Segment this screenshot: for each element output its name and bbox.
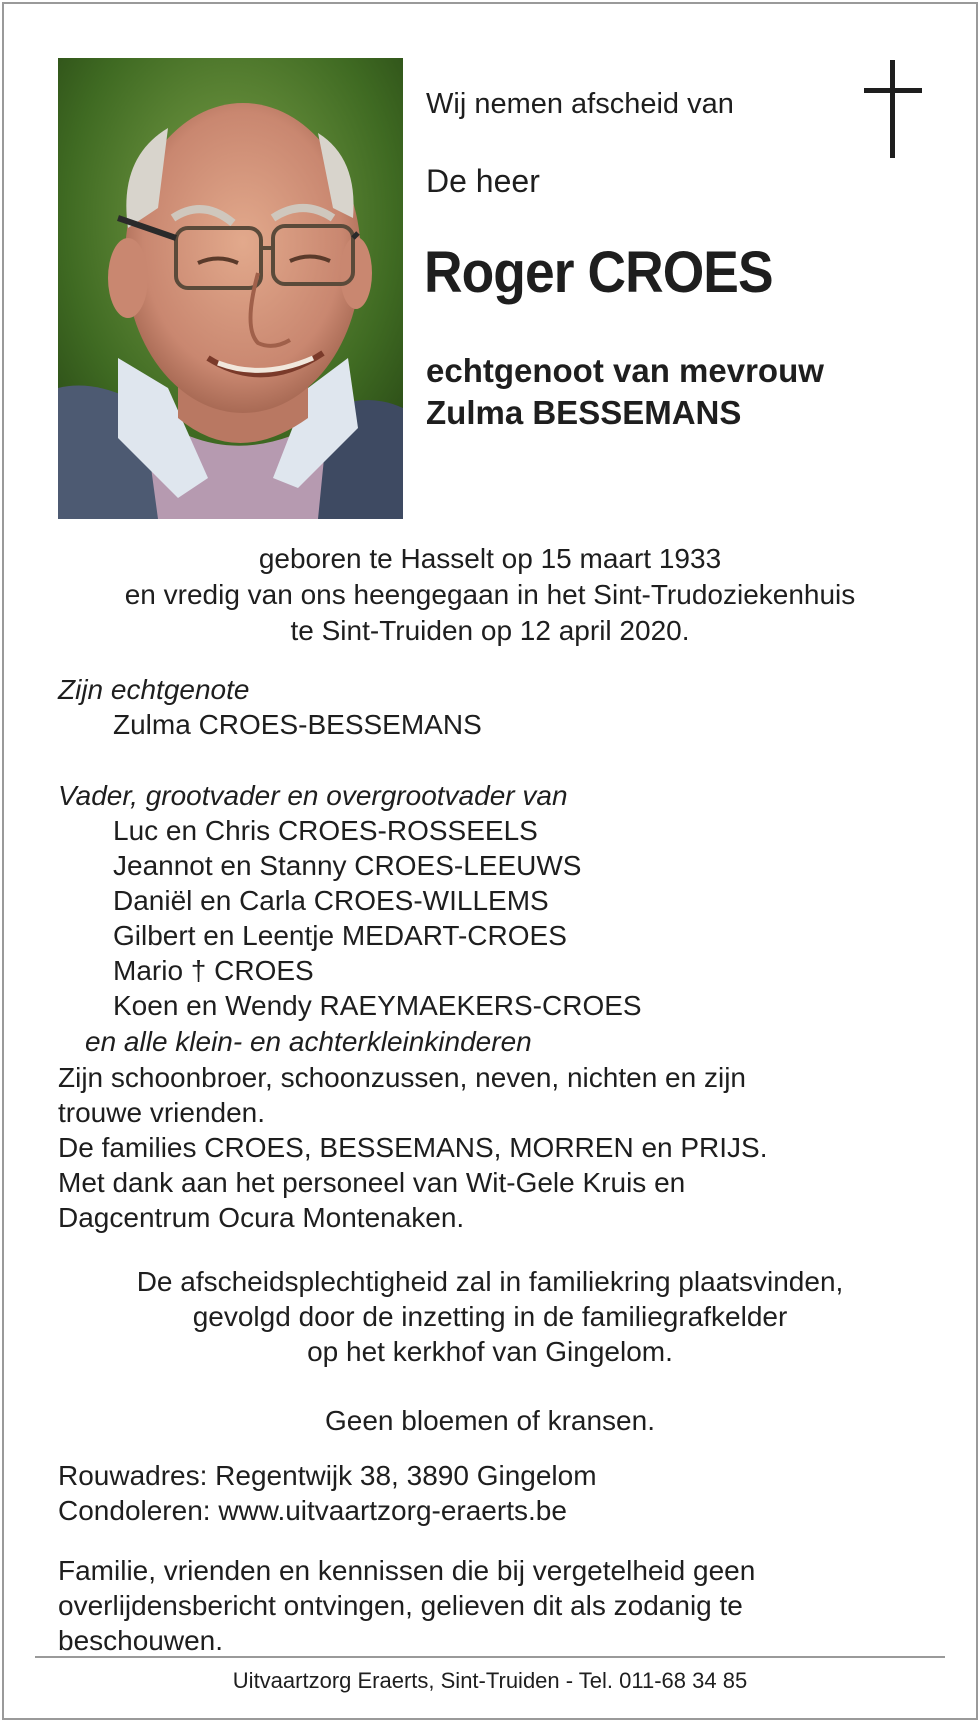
ceremony-line: gevolgd door de inzetting in de familiegrafkelder: [192, 1301, 788, 1332]
child-item: Luc en Chris CROES-ROSSEELS: [113, 815, 538, 846]
others-line: Dagcentrum Ocura Montenaken.: [58, 1202, 465, 1233]
others-line: Met dank aan het personeel van Wit-Gele Kruis en: [58, 1167, 686, 1198]
spouse-line-1: echtgenoot van mevrouw: [426, 352, 824, 389]
mourning-address: Rouwadres: Regentwijk 38, 3890 Gingelom: [58, 1460, 597, 1491]
birth-death-line: geboren te Hasselt op 15 maart 1933: [258, 543, 722, 574]
footer-text: Uitvaartzorg Eraerts, Sint-Truiden - Tel. 011-68 34 85: [232, 1668, 748, 1693]
others-line: Zijn schoonbroer, schoonzussen, neven, nichten en zijn: [58, 1062, 746, 1093]
birth-death-line: en vredig van ons heengegaan in het Sint-Trudoziekenhuis: [124, 579, 856, 610]
child-item: Jeannot en Stanny CROES-LEEUWS: [113, 850, 582, 881]
spouse-fullname: Zulma CROES-BESSEMANS: [113, 709, 482, 740]
cross-icon: [864, 60, 922, 158]
portrait-photo: [58, 58, 403, 519]
closing-line: overlijdensbericht ontvingen, gelieven dit als zodanig te: [58, 1590, 743, 1621]
ceremony-line: De afscheidsplechtigheid zal in familiekring plaatsvinden,: [136, 1266, 844, 1297]
deceased-name: Roger CROES: [424, 240, 773, 305]
ceremony-line: op het kerkhof van Gingelom.: [307, 1336, 673, 1367]
child-item: Gilbert en Leentje MEDART-CROES: [113, 920, 567, 951]
spouse-heading: Zijn echtgenote: [58, 674, 250, 705]
family-heading: Vader, grootvader en overgrootvader van: [58, 780, 568, 811]
condolences-link[interactable]: Condoleren: www.uitvaartzorg-eraerts.be: [58, 1495, 567, 1526]
grandchildren-line: en alle klein- en achterkleinkinderen: [85, 1026, 532, 1057]
child-item: Koen en Wendy RAEYMAEKERS-CROES: [113, 990, 642, 1021]
title-prefix: De heer: [426, 163, 540, 199]
birth-death-line: te Sint-Truiden op 12 april 2020.: [290, 615, 690, 646]
child-item: Mario † CROES: [113, 955, 314, 986]
others-line: De families CROES, BESSEMANS, MORREN en PRIJS.: [58, 1132, 768, 1163]
intro-text: Wij nemen afscheid van: [426, 88, 734, 120]
footer-divider: [35, 1656, 945, 1658]
spouse-line-2: Zulma BESSEMANS: [426, 394, 742, 431]
closing-line: Familie, vrienden en kennissen die bij vergetelheid geen: [58, 1555, 756, 1586]
closing-line: beschouwen.: [58, 1625, 224, 1656]
flowers-note: Geen bloemen of kransen.: [325, 1405, 655, 1436]
child-item: Daniël en Carla CROES-WILLEMS: [113, 885, 549, 916]
others-line: trouwe vrienden.: [58, 1097, 266, 1128]
